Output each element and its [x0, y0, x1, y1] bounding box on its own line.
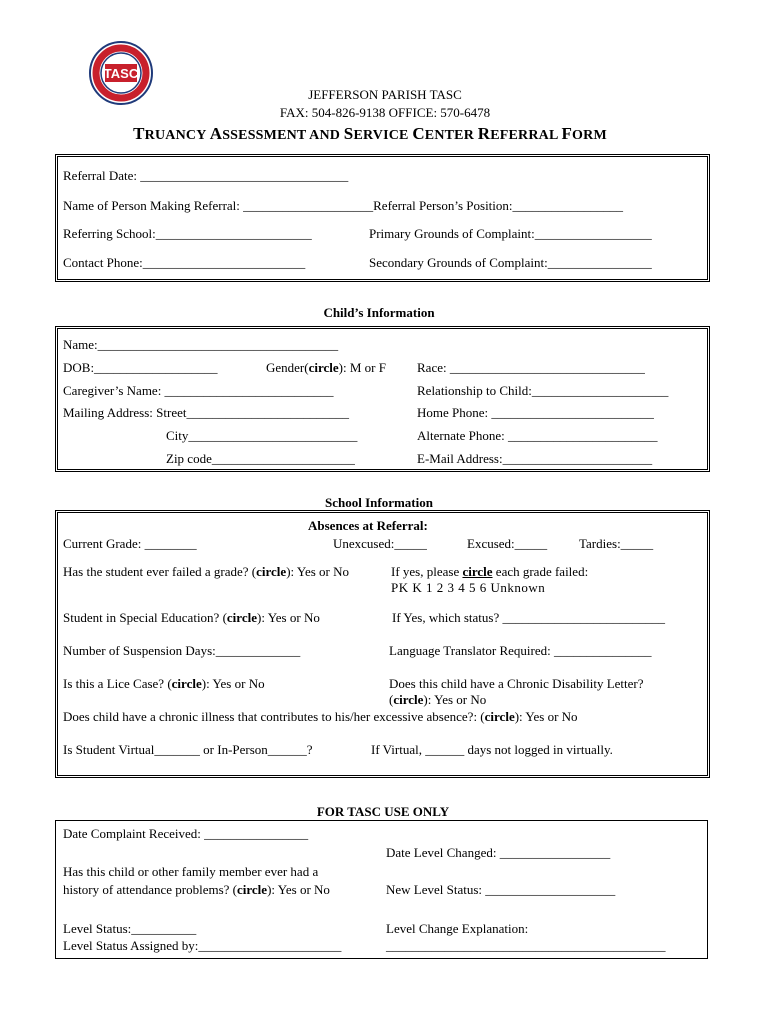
grade-options[interactable]: PK K 1 2 3 4 5 6 Unknown	[391, 580, 546, 595]
date-complaint-field[interactable]: Date Complaint Received: ________________	[63, 826, 309, 841]
history-question-line1: Has this child or other family member ever had a	[63, 864, 319, 879]
chronic-letter-options[interactable]: (circle): Yes or No	[389, 692, 487, 707]
referral-person-field[interactable]: Name of Person Making Referral: ____________________Referral Person’s Position:_________________	[63, 198, 624, 213]
secondary-grounds-field[interactable]: Secondary Grounds of Complaint:________________	[369, 255, 652, 270]
gender-field[interactable]: Gender(circle): M or F	[266, 360, 386, 375]
zip-field[interactable]: Zip code______________________	[166, 451, 355, 466]
level-change-explanation-label: Level Change Explanation:	[386, 921, 529, 936]
failed-grade-question[interactable]: Has the student ever failed a grade? (circle): Yes or No	[63, 564, 350, 579]
primary-grounds-field[interactable]: Primary Grounds of Complaint:__________________	[369, 226, 652, 241]
referral-date-field[interactable]: Referral Date: ________________________________	[63, 168, 349, 183]
history-question-line2[interactable]: history of attendance problems? (circle): Yes or No	[63, 882, 330, 897]
referring-school-field[interactable]: Referring School:________________________	[63, 226, 312, 241]
alternate-phone-field[interactable]: Alternate Phone: _______________________	[417, 428, 658, 443]
level-change-explanation-field[interactable]: ___________________________________________	[386, 938, 666, 953]
school-info-heading: School Information	[325, 495, 433, 510]
suspension-days-field[interactable]: Number of Suspension Days:_____________	[63, 643, 301, 658]
absences-heading: Absences at Referral:	[308, 518, 428, 533]
tardies-field[interactable]: Tardies:_____	[579, 536, 654, 551]
home-phone-field[interactable]: Home Phone: _________________________	[417, 405, 654, 420]
virtual-field[interactable]: Is Student Virtual_______ or In-Person______?	[63, 742, 313, 757]
email-field[interactable]: E-Mail Address:_______________________	[417, 451, 653, 466]
special-education-question[interactable]: Student in Special Education? (circle): Yes or No	[63, 610, 320, 625]
city-field[interactable]: City__________________________	[166, 428, 358, 443]
level-assigned-by-field[interactable]: Level Status Assigned by:______________________	[63, 938, 342, 953]
level-status-field[interactable]: Level Status:__________	[63, 921, 197, 936]
dob-field[interactable]: DOB:___________________	[63, 360, 218, 375]
caregiver-field[interactable]: Caregiver’s Name: __________________________	[63, 383, 334, 398]
form-title: TRUANCY ASSESSMENT AND SERVICE CENTER REFERRAL FORM	[133, 124, 607, 143]
current-grade-field[interactable]: Current Grade: ________	[63, 536, 197, 551]
org-name: JEFFERSON PARISH TASC	[308, 87, 462, 102]
contact-line: FAX: 504-826-9138 OFFICE: 570-6478	[279, 105, 491, 120]
child-name-field[interactable]: Name:_____________________________________	[63, 337, 339, 352]
excused-field[interactable]: Excused:_____	[467, 536, 548, 551]
new-level-status-field[interactable]: New Level Status: ____________________	[386, 882, 616, 897]
relationship-field[interactable]: Relationship to Child:_____________________	[417, 383, 669, 398]
child-info-heading: Child’s Information	[323, 305, 435, 320]
logo-text: TASC	[103, 66, 139, 81]
failed-grade-instruction: If yes, please circle each grade failed:	[391, 564, 589, 579]
race-field[interactable]: Race: ______________________________	[417, 360, 645, 375]
lice-case-question[interactable]: Is this a Lice Case? (circle): Yes or No	[63, 676, 265, 691]
translator-field[interactable]: Language Translator Required: _______________	[389, 643, 652, 658]
special-ed-status-field[interactable]: If Yes, which status? _________________________	[392, 610, 665, 625]
date-level-changed-field[interactable]: Date Level Changed: _________________	[386, 845, 611, 860]
contact-phone-field[interactable]: Contact Phone:_________________________	[63, 255, 306, 270]
chronic-letter-question: Does this child have a Chronic Disability Letter?	[389, 676, 644, 691]
unexcused-field[interactable]: Unexcused:_____	[333, 536, 427, 551]
virtual-days-field[interactable]: If Virtual, ______ days not logged in virtually.	[371, 742, 613, 757]
chronic-illness-question[interactable]: Does child have a chronic illness that contributes to his/her excessive absence?: (circle): Yes or No	[63, 709, 578, 724]
street-field[interactable]: Mailing Address: Street_________________________	[63, 405, 349, 420]
tasc-use-heading: FOR TASC USE ONLY	[316, 804, 450, 819]
